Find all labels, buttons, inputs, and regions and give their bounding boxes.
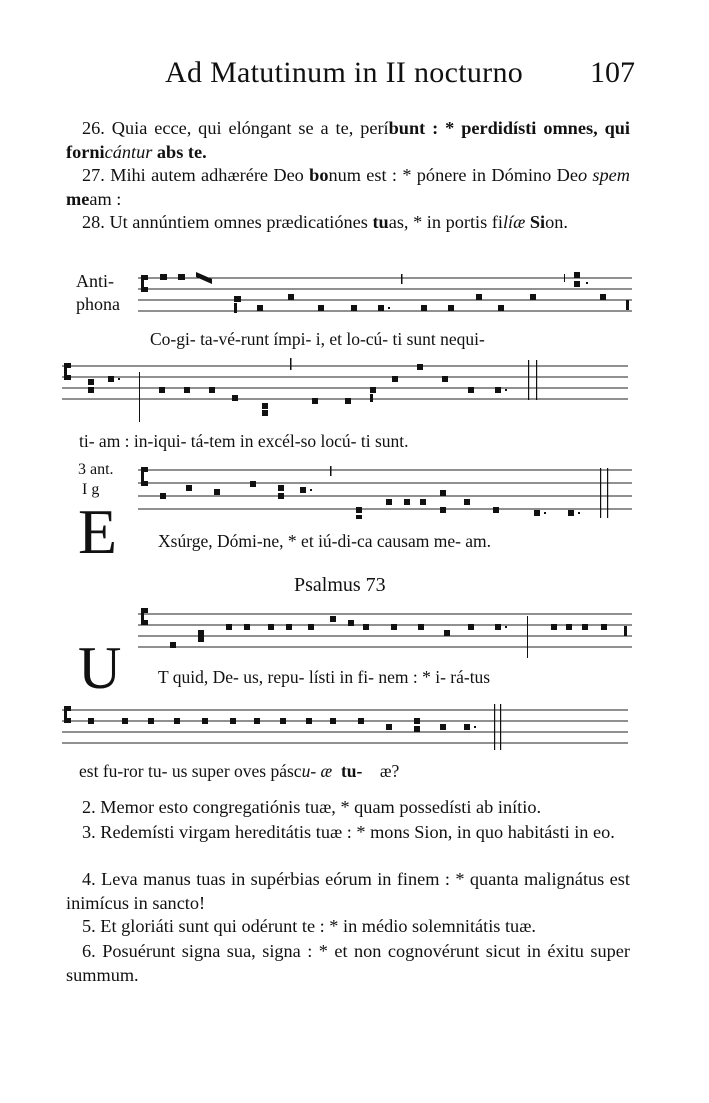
verse-text: Et gloriáti sunt qui odérunt te : * in médio solemnitátis tuæ. bbox=[100, 916, 536, 936]
mode-label-1: 3 ant. bbox=[78, 461, 114, 478]
verse-28 bbox=[66, 210, 630, 234]
verse-number: 28. bbox=[82, 212, 105, 232]
verse-text: am : bbox=[89, 189, 122, 209]
page-header bbox=[165, 56, 635, 96]
drop-initial-u: U bbox=[78, 635, 122, 701]
page-number: 107 bbox=[590, 56, 635, 89]
psalm-title: Psalmus 73 bbox=[294, 574, 386, 596]
verse-text-bold: bo bbox=[309, 165, 329, 185]
antiphon-lyrics-2: ti- am : in-iqui- tá-tem in excél-so locú- ti sunt. bbox=[79, 431, 409, 451]
verse-4 bbox=[66, 867, 630, 915]
verse-number: 5. bbox=[82, 916, 96, 936]
verse-text: Posuérunt signa sua, signa : * et non cognovérunt sicut in éxitu super summum. bbox=[66, 941, 631, 985]
verse-27 bbox=[66, 163, 630, 211]
antiphon-label-2: phona bbox=[76, 294, 120, 314]
verse-number: 2. bbox=[82, 797, 96, 817]
intonation-staff bbox=[138, 462, 632, 532]
verse-text-bold: Si bbox=[525, 212, 546, 232]
antiphon-label-1: Anti- bbox=[76, 271, 114, 291]
verse-text: Quia ecce, qui elóngant se a te, perí bbox=[111, 118, 389, 138]
verse-number: 6. bbox=[82, 941, 96, 961]
psalm-staff-2 bbox=[62, 704, 628, 754]
verse-text-italic: líæ bbox=[502, 212, 526, 232]
verse-number: 4. bbox=[82, 869, 96, 889]
verse-6 bbox=[66, 939, 630, 987]
page-title: Ad Matutinum in II nocturno bbox=[165, 56, 524, 89]
verse-26 bbox=[66, 116, 630, 164]
verse-text-bold: abs te. bbox=[152, 142, 207, 162]
mode-label-2: I g bbox=[82, 481, 100, 498]
verse-text: Leva manus tuas in supérbias eórum in finem : * quanta malignátus est inimícus in sancto! bbox=[66, 869, 630, 913]
verse-text-italic: cántur bbox=[104, 142, 153, 162]
verse-3 bbox=[66, 820, 630, 844]
verse-text: on. bbox=[545, 212, 568, 232]
psalm-lyrics-1: T quid, De- us, repu- lísti in fi- nem : * i- rá-tus bbox=[158, 667, 491, 687]
antiphon-staff-1 bbox=[138, 270, 632, 322]
verse-number: 26. bbox=[82, 118, 105, 138]
antiphon-staff-2 bbox=[62, 358, 628, 428]
verse-text: num est : * pónere in Dómino De bbox=[328, 165, 578, 185]
intonation-lyrics: Xsúrge, Dómi-ne, * et iú-di-ca causam me- am. bbox=[158, 531, 492, 551]
verse-text-bold: tu bbox=[372, 212, 389, 232]
verse-number: 3. bbox=[82, 822, 96, 842]
verse-text: Redemísti virgam hereditátis tuæ : * mons Sion, in quo habitásti in eo. bbox=[100, 822, 615, 842]
verse-text: as, * in portis fi bbox=[388, 212, 503, 232]
verse-text: Ut annúntiem omnes prædicatiónes bbox=[109, 212, 373, 232]
verse-text-bold: bunt : * perdidísti omnes, qui forni bbox=[66, 118, 630, 162]
psalm-staff-1 bbox=[138, 606, 632, 662]
verse-text-italic: o spem bbox=[577, 165, 630, 185]
drop-initial-e: E bbox=[78, 496, 118, 567]
verse-2 bbox=[66, 795, 630, 819]
verse-text-bold: me bbox=[66, 189, 90, 209]
verse-text: Memor esto congregatiónis tuæ, * quam possedísti ab inítio. bbox=[100, 797, 542, 817]
verse-5 bbox=[66, 914, 630, 938]
verse-number: 27. bbox=[82, 165, 105, 185]
psalm-lyrics-2: est fu-ror tu- us super oves páscu- æ tu- æ? bbox=[79, 761, 400, 781]
antiphon-lyrics-1: Co-gi- ta-vé-runt ímpi- i, et lo-cú- ti sunt nequi- bbox=[150, 329, 485, 349]
verse-text: Mihi autem adhærére Deo bbox=[110, 165, 310, 185]
